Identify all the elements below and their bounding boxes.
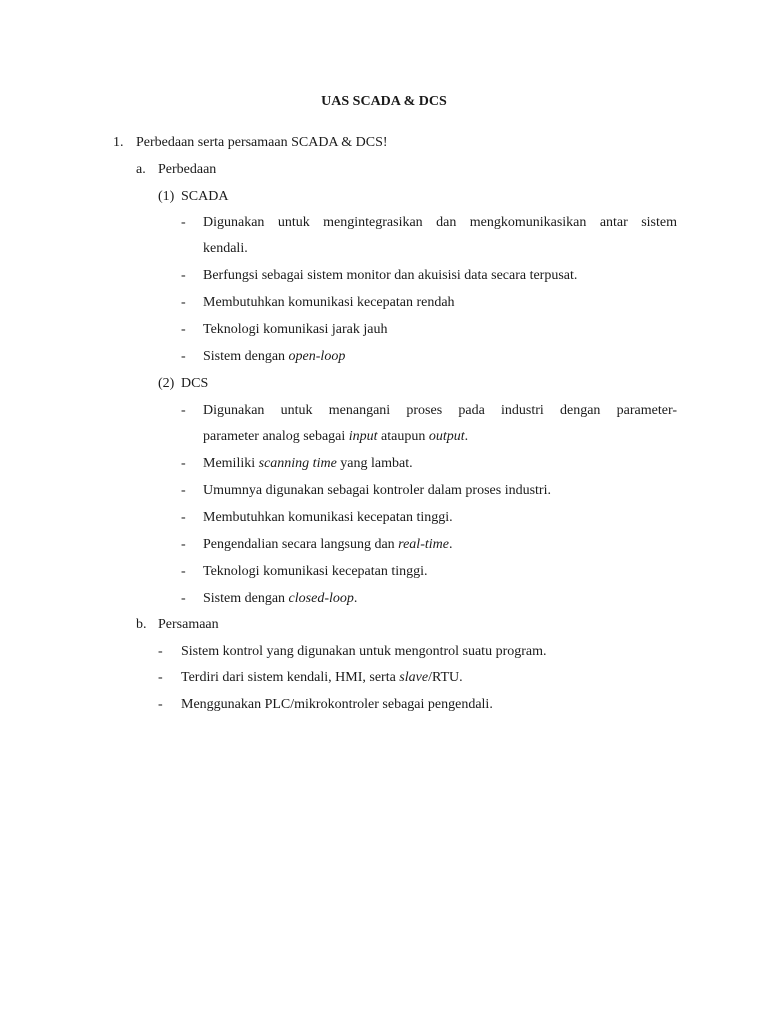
dcs-item-2-emphasis: scanning time xyxy=(258,456,337,471)
bullet-dash: - xyxy=(181,349,186,364)
bullet-dash: - xyxy=(181,483,186,498)
question-text: Perbedaan serta persamaan SCADA & DCS! xyxy=(136,135,388,150)
persamaan-item-2-emphasis: slave xyxy=(399,670,429,685)
scada-item-1-line-1: Digunakan untuk mengintegrasikan dan mengkomunikasikan antar sistem xyxy=(203,215,677,230)
dcs-item-2-text: Memiliki xyxy=(203,456,259,471)
dcs-item-6: Teknologi komunikasi kecepatan tinggi. xyxy=(203,564,428,579)
persamaan-item-2 xyxy=(181,669,463,687)
section-a-label: Perbedaan xyxy=(158,162,217,177)
bullet-dash: - xyxy=(158,670,163,685)
dcs-item-1-mid: ataupun xyxy=(377,429,429,444)
dcs-item-7-emphasis: closed-loop xyxy=(288,591,354,606)
bullet-dash: - xyxy=(181,215,186,230)
persamaan-item-2-end: /RTU. xyxy=(428,670,463,685)
scada-number: (1) xyxy=(158,189,175,204)
bullet-dash: - xyxy=(181,322,186,337)
scada-item-5 xyxy=(203,348,345,366)
dcs-item-1-input: input xyxy=(348,429,378,444)
dcs-item-1-end: . xyxy=(464,429,469,444)
bullet-dash: - xyxy=(181,403,186,418)
bullet-dash: - xyxy=(158,644,163,659)
dcs-item-1-line-2 xyxy=(203,428,468,446)
bullet-dash: - xyxy=(181,510,186,525)
dcs-item-2-end: yang lambat. xyxy=(336,456,413,471)
dcs-item-3: Umumnya digunakan sebagai kontroler dalam proses industri. xyxy=(203,483,551,498)
scada-item-5-emphasis: open-loop xyxy=(288,349,346,364)
bullet-dash: - xyxy=(181,591,186,606)
persamaan-item-1: Sistem kontrol yang digunakan untuk mengontrol suatu program. xyxy=(181,644,547,659)
persamaan-item-3: Menggunakan PLC/mikrokontroler sebagai pengendali. xyxy=(181,697,493,712)
scada-label: SCADA xyxy=(181,189,229,204)
bullet-dash: - xyxy=(181,295,186,310)
dcs-item-1-output: output xyxy=(428,429,465,444)
dcs-item-5-emphasis: real-time xyxy=(398,537,449,552)
bullet-dash: - xyxy=(181,564,186,579)
scada-item-4: Teknologi komunikasi jarak jauh xyxy=(203,322,388,337)
dcs-item-5-text: Pengendalian secara langsung dan xyxy=(203,537,399,552)
dcs-item-1-line-1: Digunakan untuk menangani proses pada industri dengan parameter- xyxy=(203,403,677,418)
section-b-letter: b. xyxy=(136,617,147,632)
scada-item-2: Berfungsi sebagai sistem monitor dan akuisisi data secara terpusat. xyxy=(203,268,578,283)
scada-item-3: Membutuhkan komunikasi kecepatan rendah xyxy=(203,295,455,310)
bullet-dash: - xyxy=(181,537,186,552)
bullet-dash: - xyxy=(181,268,186,283)
section-b-label: Persamaan xyxy=(158,617,219,632)
section-a-letter: a. xyxy=(136,162,146,177)
bullet-dash: - xyxy=(158,697,163,712)
bullet-dash: - xyxy=(181,456,186,471)
dcs-item-7-text: Sistem dengan xyxy=(203,591,289,606)
persamaan-item-2-text: Terdiri dari sistem kendali, HMI, serta xyxy=(181,670,400,685)
dcs-item-5 xyxy=(203,536,452,554)
question-number: 1. xyxy=(113,135,124,150)
dcs-item-5-end: . xyxy=(448,537,453,552)
dcs-item-2 xyxy=(203,455,413,473)
dcs-item-7-end: . xyxy=(353,591,358,606)
dcs-item-7 xyxy=(203,590,357,608)
scada-item-5-text: Sistem dengan xyxy=(203,349,289,364)
document-title: UAS SCADA & DCS xyxy=(321,94,447,109)
scada-item-1-line-2: kendali. xyxy=(203,241,248,256)
dcs-label: DCS xyxy=(181,376,209,391)
dcs-item-1-line-2-text: parameter analog sebagai xyxy=(203,429,349,444)
dcs-item-4: Membutuhkan komunikasi kecepatan tinggi. xyxy=(203,510,453,525)
dcs-number: (2) xyxy=(158,376,175,391)
